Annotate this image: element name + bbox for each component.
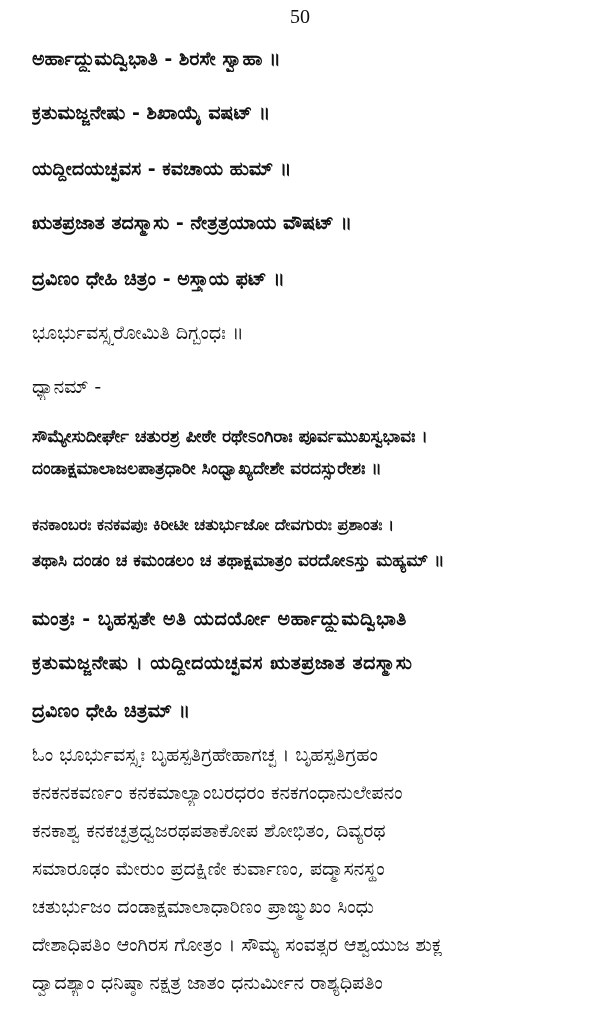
- nyasa-line: ಅರ್ಹಾದ್ದ್ಯುಮದ್ವಿಭಾತಿ - ಶಿರಸೇ ಸ್ವಾಹಾ ॥: [32, 48, 281, 70]
- body-line: ದ್ವಾದಶ್ಯಾಂ ಧನಿಷ್ಠಾ ನಕ್ಷತ್ರ ಜಾತಂ ಧನುರ್ಮೀನ ರಾಶ್ಯಧಿಪತಿಂ: [32, 972, 383, 994]
- page-number: 50: [290, 6, 310, 28]
- body-line: ಚತುರ್ಭುಜಂ ದಂಡಾಕ್ಷಮಾಲಾಧಾರಿಣಂ ಪ್ರಾಙ್ಮುಖಂ ಸಿಂಧು: [32, 896, 374, 918]
- body-line: ದೇಶಾಧಿಪತಿಂ ಆಂಗಿರಸ ಗೋತ್ರಂ । ಸೌಮ್ಯ ಸಂವತ್ಸರ ಆಶ್ವಯುಜ ಶುಕ್ಲ: [32, 934, 443, 956]
- nyasa-line: ದ್ರವಿಣಂ ಧೇಹಿ ಚಿತ್ರಂ - ಅಸ್ತ್ರಾಯ ಫಟ್ ॥: [32, 268, 285, 290]
- body-line: ಕನಕನಕವರ್ಣಂ ಕನಕಮಾಲ್ಯಾಂಬರಧರಂ ಕನಕಗಂಧಾನುಲೇಪನಂ: [32, 782, 403, 804]
- dhyana-verse-line: ದಂಡಾಕ್ಷಮಾಲಾಜಲಪಾತ್ರಧಾರೀ ಸಿಂಧ್ವಾಖ್ಯದೇಶೇ ವರದಸ್ಸುರೇಶಃ ॥: [32, 459, 382, 479]
- mantra-line: ಮಂತ್ರಃ - ಬೃಹಸ್ಪತೇ ಅತಿ ಯದರ್ಯೋ ಅರ್ಹಾದ್ದ್ಯುಮದ್ವಿಭಾತಿ: [32, 608, 407, 630]
- dhyana-verse-line: ಕನಕಾಂಬರಃ ಕನಕವಪುಃ ಕಿರೀಟೀ ಚತುರ್ಭುಜೋ ದೇವಗುರುಃ ಪ್ರಶಾಂತಃ ।: [32, 515, 395, 534]
- body-line: ಕನಕಾಶ್ವ ಕನಕಚ್ಛತ್ರಧ್ವಜರಥಪತಾಕೋಪ ಶೋಭಿತಂ, ದಿವ್ಯರಥ: [32, 820, 386, 842]
- nyasa-line: ಯದ್ದೀದಯಚ್ಛವಸ - ಕವಚಾಯ ಹುಮ್ ॥: [32, 158, 292, 180]
- nyasa-line: ಕ್ರತುಮಜ್ಜನೇಷು - ಶಿಖಾಯೈ ವಷಟ್ ॥: [32, 102, 271, 124]
- dhyana-verse-line: ಸೌಮ್ಯೇಸುದೀರ್ಘೇ ಚತುರಶ್ರ ಪೀಠೇ ರಥೇಽಂಗಿರಾಃ ಪೂರ್ವಮುಖಸ್ವಭಾವಃ ।: [32, 427, 428, 447]
- dhyana-heading: ಧ್ಯಾನಮ್ -: [32, 376, 102, 398]
- mantra-line: ಕ್ರತುಮಜ್ಜನೇಷು । ಯದ್ದೀದಯಚ್ಛವಸ ಋತಪ್ರಜಾತ ತದಸ್ಮಾಸು: [32, 652, 413, 674]
- dhyana-verse-line: ತಥಾಸಿ ದಂಡಂ ಚ ಕಮಂಡಲಂ ಚ ತಥಾಕ್ಷಮಾತ್ರಂ ವರದೋಽಸ್ತು ಮಹ್ಯಮ್ ॥: [32, 551, 445, 571]
- nyasa-line: ಋತಪ್ರಜಾತ ತದಸ್ಮಾಸು - ನೇತ್ರತ್ರಯಾಯ ವೌಷಟ್ ॥: [32, 212, 352, 234]
- body-line: ಸಮಾರೂಢಂ ಮೇರುಂ ಪ್ರದಕ್ಷಿಣೀ ಕುರ್ವಾಣಂ, ಪದ್ಮಾಸನಸ್ಥಂ: [32, 858, 385, 880]
- mantra-line: ದ್ರವಿಣಂ ಧೇಹಿ ಚಿತ್ರಮ್ ॥: [32, 700, 191, 722]
- digbandha-line: ಭೂರ್ಭುವಸ್ಸ್ವರೋಮಿತಿ ದಿಗ್ಬಂಧಃ ॥: [32, 322, 244, 344]
- body-line: ಓಂ ಭೂರ್ಭುವಸ್ಸ್ವಃ ಬೃಹಸ್ಪತಿಗ್ರಹೇಹಾಗಚ್ಛ । ಬೃಹಸ್ಪತಿಗ್ರಹಂ: [32, 744, 378, 766]
